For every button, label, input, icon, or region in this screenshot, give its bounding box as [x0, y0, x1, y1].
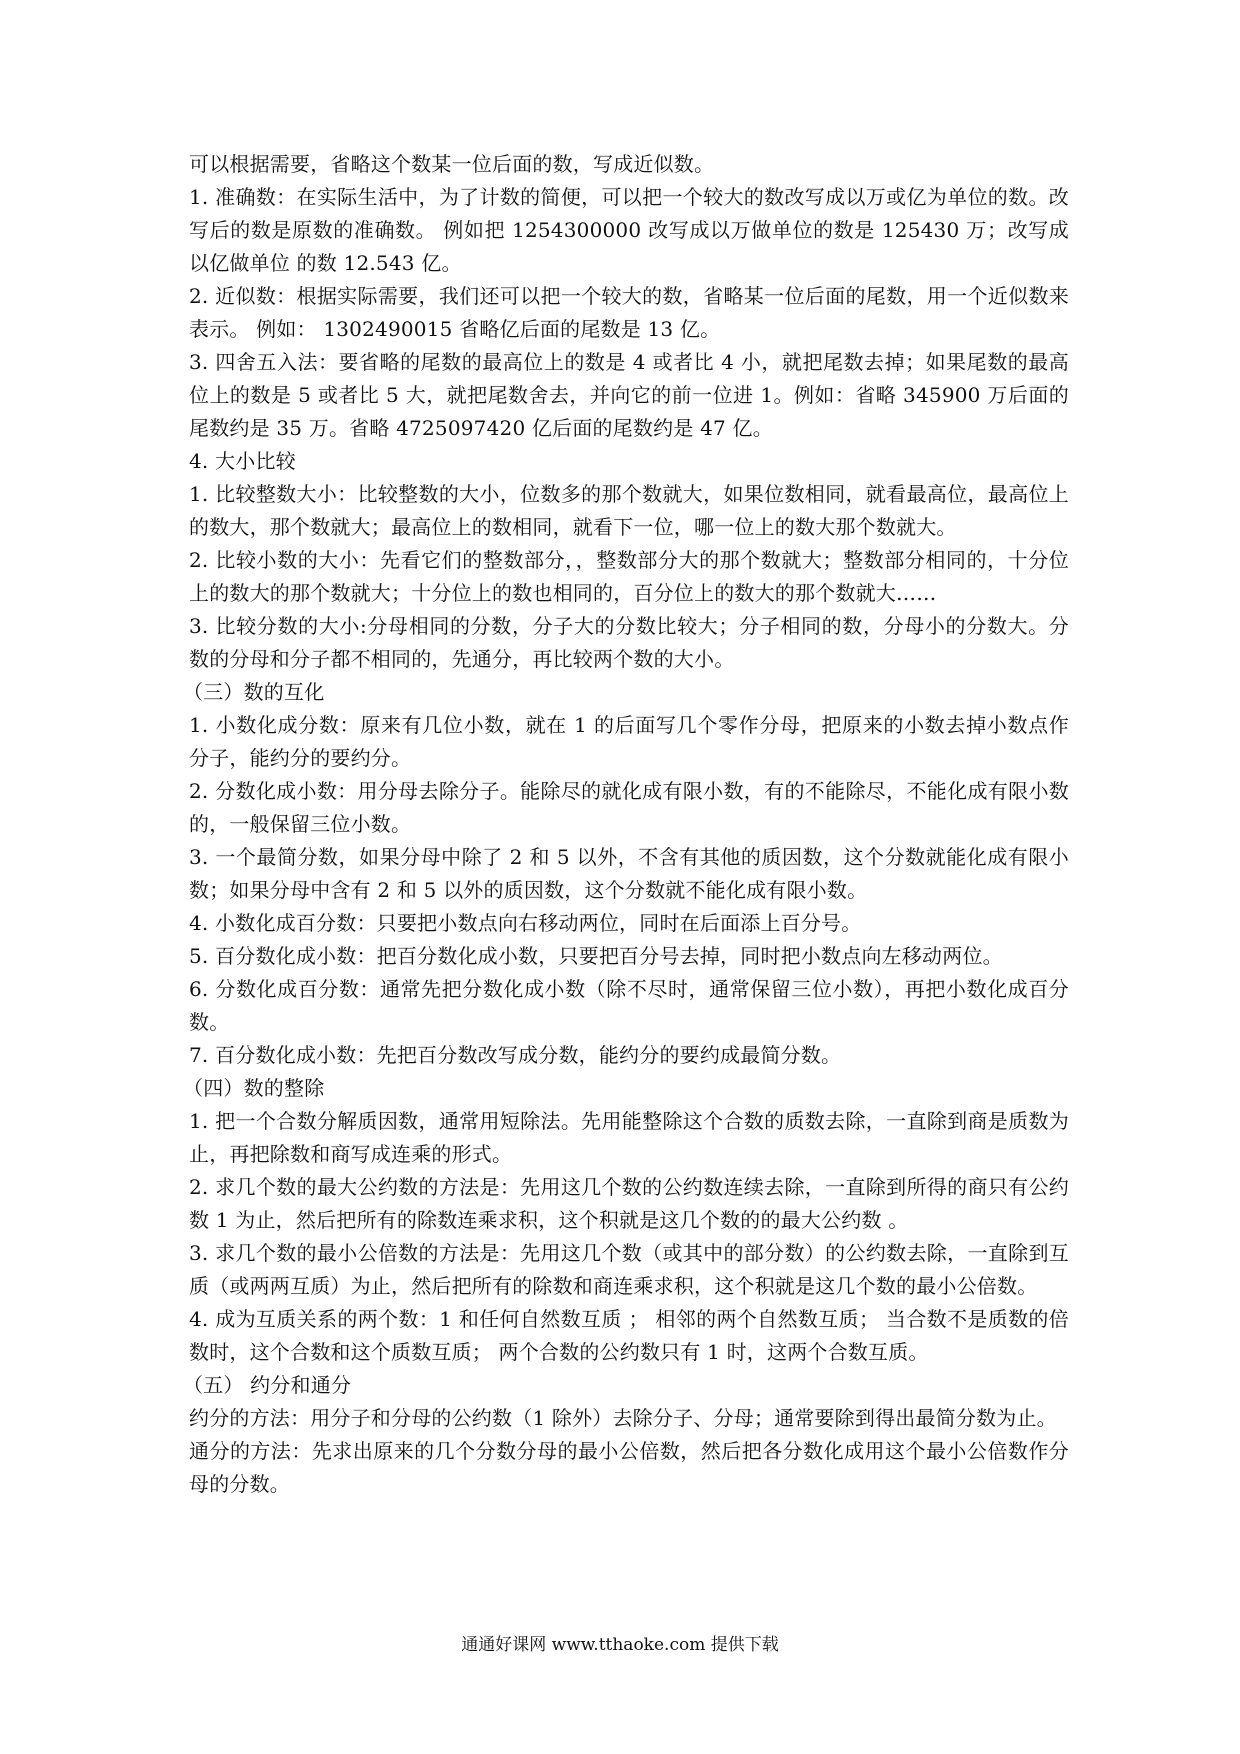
paragraph: 1. 准确数：在实际生活中，为了计数的简便，可以把一个较大的数改写成以万或亿为单位的数。改写后的数是原数的准确数。 例如把 1254300000 改写成以万做单位的数是 125430 万；改写成 以亿做单位 的数 12.543 亿。 [189, 185, 1069, 275]
paragraph: 3. 四舍五入法：要省略的尾数的最高位上的数是 4 或者比 4 小，就把尾数去掉；如果尾数的最高位上的数是 5 或者比 5 大，就把尾数舍去，并向它的前一位进 1。例如：省略 345900 万后面的尾数约是 35 万。省略 4725097420 亿后面的尾数约是 47 亿。 [189, 350, 1069, 440]
section-heading: （五） 约分和通分 [183, 1373, 352, 1397]
paragraph: 7. 百分数化成小数：先把百分数改写成分数，能约分的要约成最简分数。 [189, 1043, 842, 1067]
paragraph: 2. 求几个数的最大公约数的方法是：先用这几个数的公约数连续去除，一直除到所得的商只有公约数 1 为止，然后把所有的除数连乘求积，这个积就是这几个数的的最大公约数 。 [189, 1175, 1069, 1232]
paragraph: 2. 近似数：根据实际需要，我们还可以把一个较大的数，省略某一位后面的尾数，用一个近似数来表示。 例如： 1302490015 省略亿后面的尾数是 13 亿。 [189, 284, 1069, 341]
paragraph: 6. 分数化成百分数：通常先把分数化成小数（除不尽时，通常保留三位小数），再把小数化成百分数。 [189, 977, 1069, 1034]
page-footer: 通通好课网 www.tthaoke.com 提供下载 [461, 1635, 779, 1655]
paragraph: 1. 比较整数大小：比较整数的大小，位数多的那个数就大，如果位数相同，就看最高位，最高位上的数大，那个数就大；最高位上的数相同，就看下一位，哪一位上的数大那个数就大。 [189, 482, 1069, 539]
paragraph: 可以根据需要，省略这个数某一位后面的数，写成近似数。 [189, 152, 715, 176]
paragraph: 5. 百分数化成小数：把百分数化成小数，只要把百分号去掉，同时把小数点向左移动两位。 [189, 944, 1003, 968]
paragraph: 3. 一个最简分数，如果分母中除了 2 和 5 以外，不含有其他的质因数，这个分数就能化成有限小数；如果分母中含有 2 和 5 以外的质因数，这个分数就不能化成有限小数。 [189, 845, 1069, 902]
paragraph: 通分的方法：先求出原来的几个分数分母的最小公倍数，然后把各分数化成用这个最小公倍数作分母的分数。 [189, 1439, 1069, 1496]
paragraph: 3. 求几个数的最小公倍数的方法是：先用这几个数（或其中的部分数）的公约数去除，一直除到互质（或两两互质）为止，然后把所有的除数和商连乘求积，这个积就是这几个数的最小公倍数。 [189, 1241, 1069, 1298]
paragraph: 1. 小数化成分数：原来有几位小数，就在 1 的后面写几个零作分母，把原来的小数去掉小数点作分子，能约分的要约分。 [189, 713, 1069, 770]
paragraph: 约分的方法：用分子和分母的公约数（1 除外）去除分子、分母；通常要除到得出最简分数为止。 [189, 1406, 1057, 1430]
paragraph: 4. 小数化成百分数：只要把小数点向右移动两位，同时在后面添上百分号。 [189, 911, 862, 935]
section-heading: （四）数的整除 [183, 1076, 325, 1100]
paragraph: 1. 把一个合数分解质因数，通常用短除法。先用能整除这个合数的质数去除，一直除到商是质数为止，再把除数和商写成连乘的形式。 [189, 1109, 1069, 1166]
paragraph: 2. 分数化成小数：用分母去除分子。能除尽的就化成有限小数，有的不能除尽，不能化成有限小数的，一般保留三位小数。 [189, 779, 1069, 836]
document-body [183, 148, 1069, 1501]
paragraph: 3. 比较分数的大小:分母相同的分数，分子大的分数比较大；分子相同的数，分母小的分数大。分数的分母和分子都不相同的，先通分，再比较两个数的大小。 [189, 614, 1069, 671]
paragraph: 4. 成为互质关系的两个数：1 和任何自然数互质 ； 相邻的两个自然数互质； 当合数不是质数的倍数时，这个合数和这个质数互质； 两个合数的公约数只有 1 时，这两个合数互质。 [189, 1307, 1069, 1364]
paragraph: 2. 比较小数的大小：先看它们的整数部分，，整数部分大的那个数就大；整数部分相同的，十分位上的数大的那个数就大；十分位上的数也相同的，百分位上的数大的那个数就大…… [189, 548, 1069, 605]
section-heading: 4. 大小比较 [189, 449, 296, 473]
section-heading: （三）数的互化 [183, 680, 325, 704]
